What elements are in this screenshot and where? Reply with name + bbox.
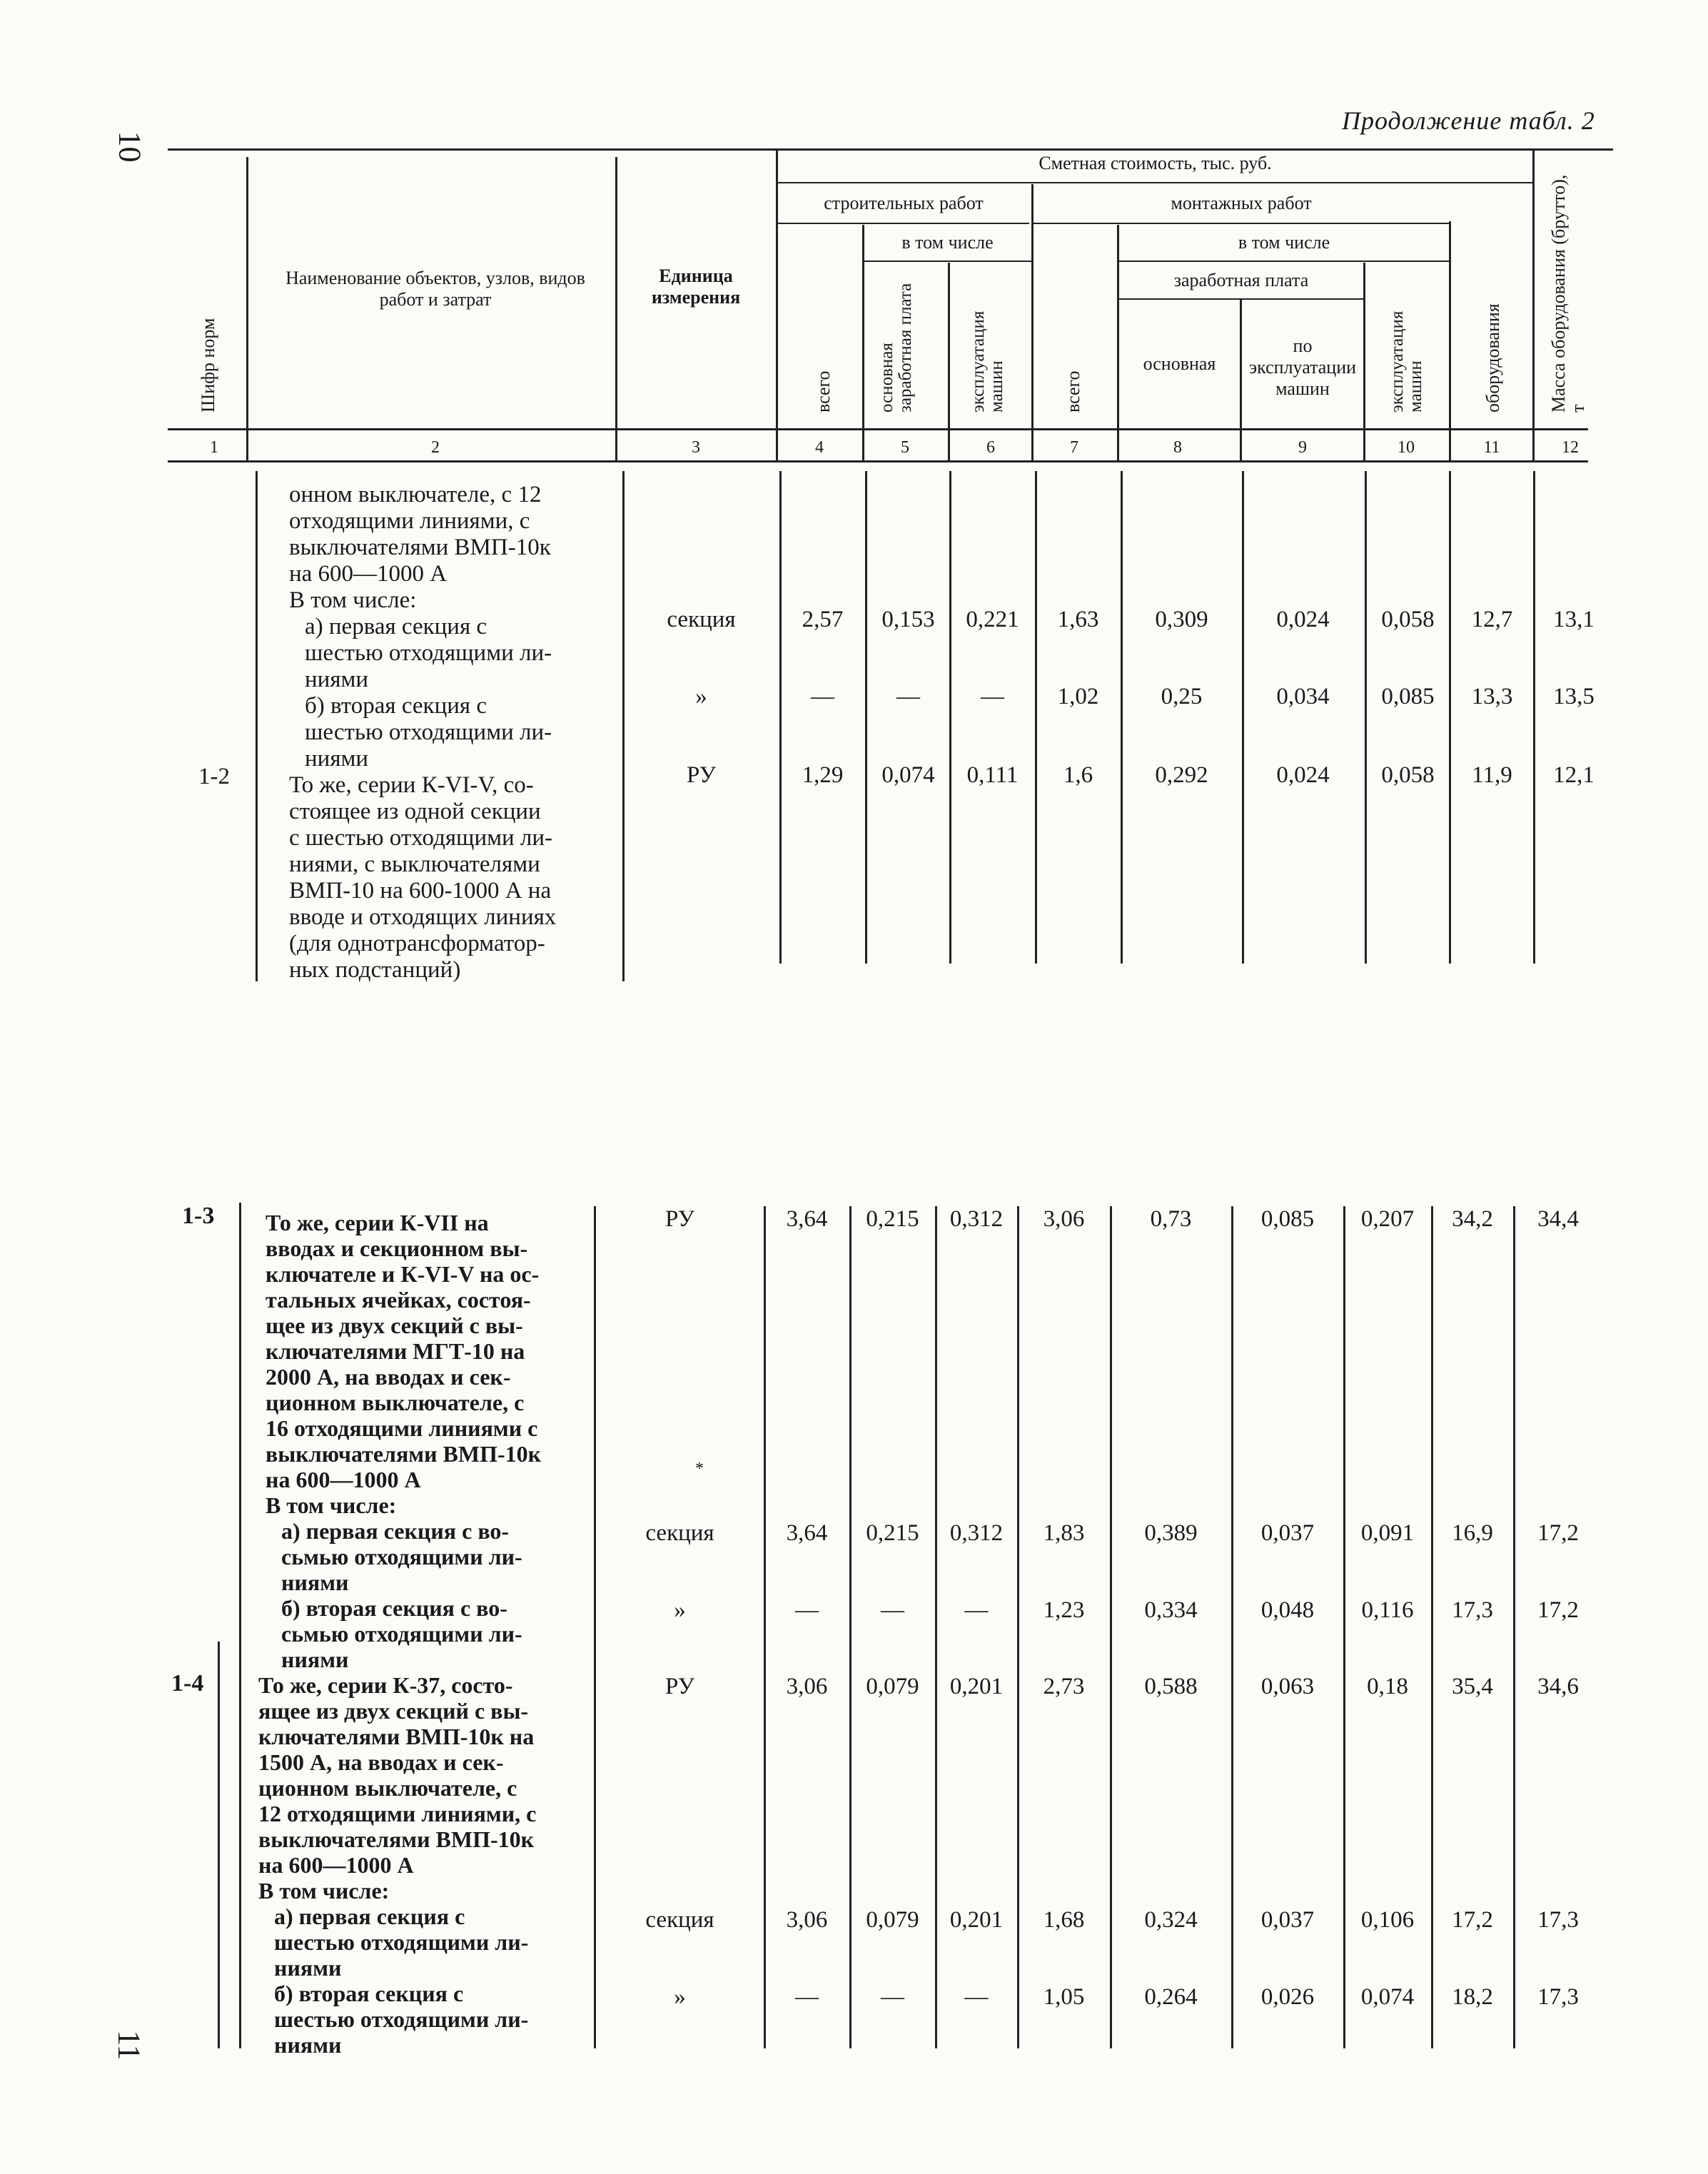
colnum-10: 10 (1398, 438, 1415, 457)
stray-mark: * (695, 1460, 704, 1478)
header-c-machines: эксплуатация машин (969, 310, 1007, 413)
colnum-4: 4 (815, 438, 824, 457)
description-1-3: То же, серии К-VII на вводах и секционном вы- ключателе и К-VI-V на ос- тальных ячейках, состоя- щее из двух секций с вы- ключателями МГТ-10 на 2000 А, на вводах и сек- ционном выключателе, с 16 отходящими линиями с выключателями ВМП-10к на 600—1000 А В том числе: а) первая секция с во- сьмью отходящими ли- ниями б) вторая секция с во- сьмью отходящими ли- ниями (266, 1210, 542, 1672)
code-1-3: 1-3 (182, 1203, 215, 1229)
description-1-4: То же, серии К-37, состо- ящее из двух секций с вы- ключателями ВМП-10к на 1500 А, на вводах и сек- ционном выключателе, с 12 отходящими линиями, с выключателями ВМП-10к на 600—1000 А В том числе: а) первая секция с шестью отходящими ли- ниями б) вторая секция с шестью отходящими ли- ниями (258, 1672, 537, 2058)
header-i-machines: эксплуатация машин (1388, 310, 1426, 413)
colnum-2: 2 (431, 438, 440, 457)
page-number-bottom: 11 (111, 2030, 147, 2061)
code-1-2: 1-2 (198, 764, 230, 789)
header-equipment: оборудования (1482, 303, 1503, 413)
header-construction-incl: в том числе (901, 232, 994, 253)
colnum-8: 8 (1173, 438, 1182, 457)
colnum-9: 9 (1298, 438, 1307, 457)
colnum-1: 1 (210, 438, 218, 457)
header-construction: строительных работ (824, 193, 984, 213)
colnum-12: 12 (1562, 438, 1579, 457)
header-installation: монтажных работ (1171, 193, 1312, 213)
colnum-11: 11 (1483, 438, 1500, 457)
header-unit: Единица измерения (651, 266, 741, 308)
colnum-6: 6 (986, 438, 995, 457)
continuation-label: Продолжение табл. 2 (1342, 106, 1595, 135)
header-wage: заработная плата (1173, 270, 1309, 290)
header-c-wage: основная заработная плата (877, 283, 916, 413)
header-wage-machines: по эксплуатации машин (1248, 335, 1357, 399)
description-block-1: онном выключателе, с 12 отходящими линиями, с выключателями ВМП-10к на 600—1000 А В том числе: а) первая секция с шестью отходящими ли- ниями б) вторая секция с шестью отходящими ли- ниями То же, серии К-VI-V, со- стоящее из одной секции с шестью отходящими ли- ниями, с выключателями ВМП-10 на 600-1000 А на вводе и отходящих линиях (для однотрансформатор- ных подстанций) (289, 482, 557, 983)
colnum-3: 3 (692, 438, 700, 457)
header-i-total: всего (1063, 370, 1083, 413)
header-name: Наименование объектов, узлов, видов работ и затрат (285, 268, 585, 310)
code-1-4: 1-4 (171, 1670, 204, 1697)
colnum-5: 5 (901, 438, 909, 457)
header-mass: Масса оборудования (брутто), т (1548, 174, 1589, 413)
colnum-7: 7 (1070, 438, 1078, 457)
header-estimate: Сметная стоимость, тыс. руб. (1039, 153, 1272, 173)
header-c-total: всего (813, 370, 834, 413)
page-number-top: 10 (112, 131, 148, 163)
header-wage-basic: основная (1143, 353, 1216, 374)
header-installation-incl: в том числе (1238, 232, 1330, 253)
header-code: Шифр норм (198, 318, 218, 413)
